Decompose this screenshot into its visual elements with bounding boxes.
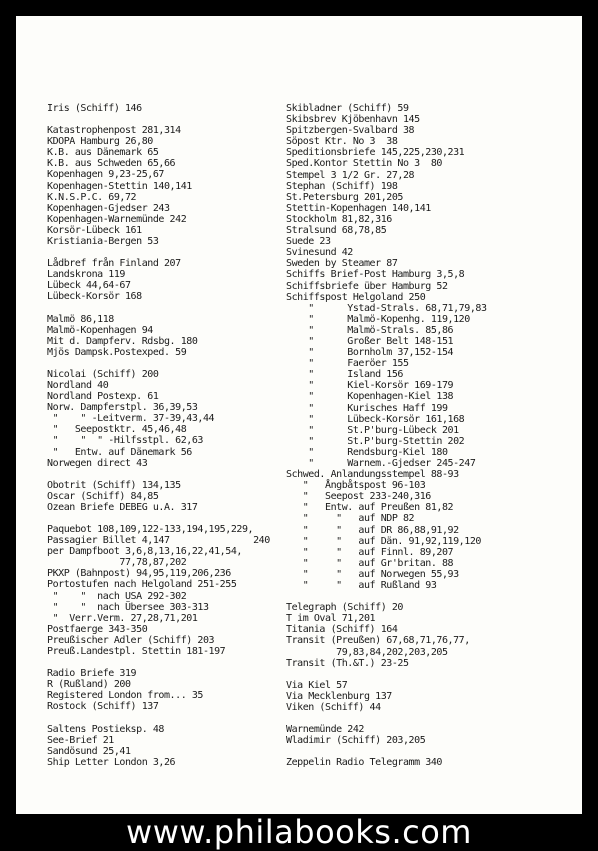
index-entry: Registered London from... 35	[47, 690, 203, 702]
entry-gap	[286, 713, 546, 724]
index-entry: Stettin-Kopenhagen 140,141	[286, 202, 431, 214]
index-entry: Stempel 3 1/2 Gr. 27,28	[286, 169, 415, 181]
index-entry: Telegraph (Schiff) 20	[286, 602, 403, 614]
index-entry: Ozean Briefe DEBEG u.A. 317	[47, 501, 198, 513]
index-entry: Sweden by Steamer 87	[286, 258, 398, 270]
index-entry: Schwed. Anlandungsstempel 88-93	[286, 469, 459, 481]
index-entry: Warnemünde 242	[286, 723, 364, 735]
index-entry: Schiffsbriefe über Hamburg 52	[286, 280, 448, 292]
entry-gap	[47, 469, 291, 480]
index-entry: Skibladner (Schiff) 59	[286, 103, 409, 114]
entry-gap	[47, 114, 291, 125]
watermark[interactable]: www.philabooks.com	[126, 813, 472, 851]
entry-gap	[286, 746, 546, 757]
index-entry: Radio Briefe 319	[47, 668, 137, 680]
index-entry: " Ystad-Strals. 68,71,79,83	[286, 302, 487, 314]
entry-gap	[47, 358, 291, 369]
index-entry: Söpost Ktr. No 3 38	[286, 136, 398, 148]
index-entry: Lübeck 44,64-67	[47, 280, 131, 292]
index-entry: " " " -Hilfsstpl. 62,63	[47, 435, 203, 447]
index-entry: Preußischer Adler (Schiff) 203	[47, 634, 215, 646]
index-entry: Skibsbrev Kjöbenhavn 145	[286, 114, 420, 126]
index-entry: " " auf Finnl. 89,207	[286, 546, 454, 558]
index-entry: K.N.S.P.C. 69,72	[47, 191, 137, 203]
index-entry: " Ångbåtspost 96-103	[286, 480, 426, 492]
index-entry: " Verr.Verm. 27,28,71,201	[47, 612, 198, 624]
index-entry: Norw. Dampferstpl. 36,39,53	[47, 402, 198, 414]
index-entry: Ship Letter London 3,26	[47, 756, 176, 768]
index-entry: " Rendsburg-Kiel 180	[286, 446, 448, 458]
index-entry: Mjös Dampsk.Postexped. 59	[47, 346, 187, 358]
index-entry: See-Brief 21	[47, 734, 114, 746]
index-entry: Preuß.Landestpl. Stettin 181-197	[47, 646, 226, 658]
entry-gap	[286, 591, 546, 602]
index-entry: Saltens Postieksp. 48	[47, 723, 164, 735]
index-entry: Malmö 86,118	[47, 313, 114, 325]
index-entry: Svinesund 42	[286, 247, 353, 259]
index-entry: Via Mecklenburg 137	[286, 690, 392, 702]
index-entry: Kopenhagen 9,23-25,67	[47, 169, 164, 181]
index-entry: Stralsund 68,78,85	[286, 225, 387, 237]
index-entry: Schiffspost Helgoland 250	[286, 291, 426, 303]
index-entry: KDOPA Hamburg 26,80	[47, 136, 153, 148]
index-entry: " " auf Gr'britan. 88	[286, 557, 454, 569]
entry-gap	[47, 657, 291, 668]
index-entry: Nicolai (Schiff) 200	[47, 368, 159, 380]
index-entry: Zeppelin Radio Telegramm 340	[286, 757, 442, 769]
index-entry: Passagier Billet 4,147 240	[47, 535, 270, 547]
index-entry: " " auf Dän. 91,92,119,120	[286, 535, 481, 547]
index-entry: Korsör-Lübeck 161	[47, 224, 142, 236]
index-entry: Wladimir (Schiff) 203,205	[286, 735, 426, 747]
index-entry: " Entw. auf Dänemark 56	[47, 446, 192, 458]
index-entry: Kopenhagen-Warnemünde 242	[47, 213, 187, 225]
index-entry: Transit (Preußen) 67,68,71,76,77,	[286, 635, 470, 647]
index-entry: Spitzbergen-Svalbard 38	[286, 125, 415, 137]
index-entry: " Malmö-Strals. 85,86	[286, 324, 454, 336]
index-entry: Rostock (Schiff) 137	[47, 701, 159, 713]
index-entry: " Kurisches Haff 199	[286, 402, 448, 414]
index-entry: per Dampfboot 3,6,8,13,16,22,41,54,	[47, 546, 242, 558]
index-entry: Kopenhagen-Stettin 140,141	[47, 180, 192, 192]
entry-gap	[286, 669, 546, 680]
index-entry: " " nach USA 292-302	[47, 590, 187, 602]
index-entry: " Warnem.-Gjedser 245-247	[286, 458, 476, 469]
index-entry: Schiffs Brief-Post Hamburg 3,5,8	[286, 269, 465, 281]
index-entry: " Seepostktr. 45,46,48	[47, 424, 187, 436]
index-entry: Viken (Schiff) 44	[286, 701, 381, 713]
index-entry: " St.P'burg-Lübeck 201	[286, 424, 459, 436]
index-entry: Postfaerge 343-350	[47, 623, 148, 635]
index-entry: 77,78,87,202	[47, 557, 187, 569]
index-entry: Oscar (Schiff) 84,85	[47, 490, 159, 502]
index-entry: PKXP (Bahnpost) 94,95,119,206,236	[47, 568, 231, 580]
index-entry: " " auf DR 86,88,91,92	[286, 524, 459, 536]
index-entry: K.B. aus Dänemark 65	[47, 147, 159, 159]
index-entry: Transit (Th.&T.) 23-25	[286, 657, 409, 669]
index-column-left	[47, 103, 291, 768]
index-entry: Sandösund 25,41	[47, 745, 131, 757]
index-entry: " Island 156	[286, 369, 403, 381]
index-entry: " St.P'burg-Stettin 202	[286, 435, 465, 447]
index-entry: Kopenhagen-Gjedser 243	[47, 202, 170, 214]
index-column-right	[286, 103, 546, 768]
index-entry: " Kopenhagen-Kiel 138	[286, 391, 454, 403]
index-entry: " " auf Rußland 93	[286, 580, 437, 592]
entry-gap	[47, 247, 291, 258]
index-entry: Paquebot 108,109,122-133,194,195,229,	[47, 524, 254, 535]
index-entry: Nordland 40	[47, 379, 109, 391]
index-entry: Mit d. Dampferv. Rdsbg. 180	[47, 335, 198, 347]
index-entry: " Großer Belt 148-151	[286, 335, 454, 347]
index-entry: Titania (Schiff) 164	[286, 624, 398, 636]
entry-gap	[47, 713, 291, 724]
index-entry: " Kiel-Korsör 169-179	[286, 380, 454, 392]
index-entry: Malmö-Kopenhagen 94	[47, 324, 153, 336]
index-entry: 79,83,84,202,203,205	[286, 646, 448, 658]
index-entry: Iris (Schiff) 146	[47, 103, 142, 114]
index-entry: Suede 23	[286, 236, 331, 248]
index-entry: " Seepost 233-240,316	[286, 491, 431, 503]
index-entry: " Lübeck-Korsör 161,168	[286, 413, 465, 425]
index-entry: " Malmö-Kopenhg. 119,120	[286, 313, 470, 325]
entry-gap	[47, 513, 291, 524]
index-entry: Landskrona 119	[47, 269, 125, 281]
index-entry: " Faeröer 155	[286, 358, 409, 370]
index-entry: Stephan (Schiff) 198	[286, 180, 398, 192]
index-entry: St.Petersburg 201,205	[286, 191, 403, 203]
index-entry: " " -Leitverm. 37-39,43,44	[47, 413, 215, 425]
index-entry: Speditionsbriefe 145,225,230,231	[286, 147, 465, 159]
index-entry: " Entw. auf Preußen 81,82	[286, 502, 454, 514]
index-entry: Nordland Postexp. 61	[47, 391, 159, 403]
index-entry: " " nach Übersee 303-313	[47, 601, 209, 613]
index-entry: Katastrophenpost 281,314	[47, 125, 181, 137]
index-entry: Lådbref från Finland 207	[47, 258, 181, 270]
entry-gap	[47, 303, 291, 314]
index-entry: " Bornholm 37,152-154	[286, 347, 454, 359]
index-entry: T im Oval 71,201	[286, 613, 376, 625]
index-entry: Lübeck-Korsör 168	[47, 291, 142, 303]
index-entry: " " auf Norwegen 55,93	[286, 568, 459, 580]
index-entry: R (Rußland) 200	[47, 679, 131, 691]
index-entry: Stockholm 81,82,316	[286, 213, 392, 225]
index-entry: K.B. aus Schweden 65,66	[47, 158, 176, 170]
index-entry: Sped.Kontor Stettin No 3 80	[286, 158, 442, 170]
index-entry: Obotrit (Schiff) 134,135	[47, 479, 181, 491]
index-page	[16, 16, 582, 814]
index-entry: Norwegen direct 43	[47, 457, 148, 469]
index-entry: Portostufen nach Helgoland 251-255	[47, 579, 237, 591]
index-entry: " " auf NDP 82	[286, 513, 415, 525]
index-entry: Via Kiel 57	[286, 679, 348, 691]
index-entry: Kristiania-Bergen 53	[47, 236, 159, 248]
